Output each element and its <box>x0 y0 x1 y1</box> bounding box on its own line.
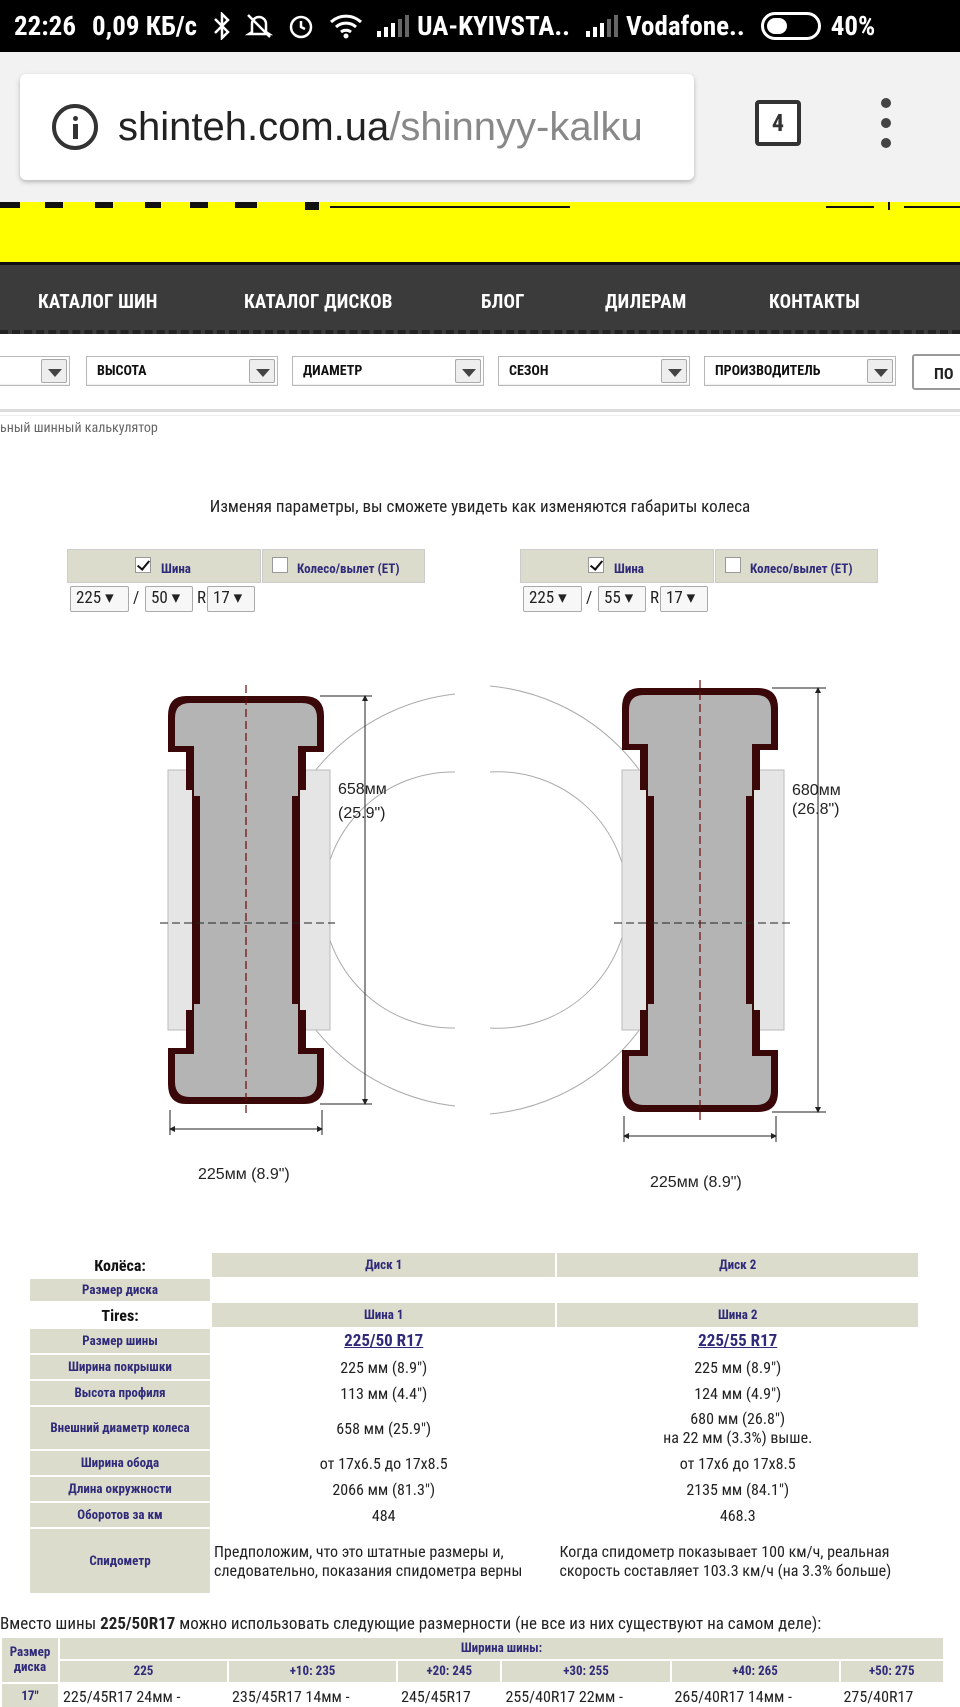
rim-width-label: Ширина обода <box>30 1451 210 1475</box>
signal-icon <box>377 15 409 37</box>
right-diameter-in: (26.8") <box>792 801 840 818</box>
disk1-header: Диск 1 <box>212 1253 555 1277</box>
bluetooth-icon <box>213 12 231 40</box>
alt-col-255: +30: 255 <box>502 1661 669 1682</box>
signal-icon-2 <box>586 15 618 37</box>
tire-profile-diagrams <box>0 670 960 1210</box>
speedometer-label: Спидометр <box>30 1529 210 1593</box>
profile-height-label: Высота профиля <box>30 1381 210 1405</box>
tire1-outer: 658 мм (25.9") <box>336 1418 432 1438</box>
alternatives-tire: 225/50R17 <box>100 1614 176 1634</box>
right-diameter-mm: 680мм <box>792 782 841 799</box>
url-domain: shinteh.com.ua <box>118 104 390 149</box>
left-wheel-tab[interactable] <box>262 549 425 583</box>
right-profile-select[interactable]: 55 ▾ <box>598 586 646 612</box>
right-tire-shape <box>614 680 790 1120</box>
carrier-1: UA-KYIVSTA.. <box>417 10 571 42</box>
divider <box>0 415 960 416</box>
nav-disk-catalog[interactable]: КАТАЛОГ ДИСКОВ <box>244 290 393 313</box>
nav-blog[interactable]: БЛОГ <box>481 290 525 313</box>
alternatives-intro <box>0 1614 821 1634</box>
header-cutoff-graphics <box>0 202 960 262</box>
disk2-size <box>557 1279 918 1301</box>
tire2-circ: 2135 мм (84.1") <box>686 1479 790 1499</box>
alternatives-prefix: Вместо шины <box>0 1614 101 1634</box>
revs-per-km-label: Оборотов за км <box>30 1503 210 1527</box>
address-bar[interactable] <box>20 74 694 180</box>
tire-filter-bar <box>0 334 960 412</box>
r-separator: R <box>197 588 207 608</box>
tire-size-label: Размер шины <box>30 1329 210 1353</box>
tire2-revs: 468.3 <box>719 1505 756 1525</box>
alternatives-table <box>0 1636 945 1707</box>
manufacturer-select[interactable] <box>704 356 896 386</box>
tire1-circ: 2066 мм (81.3") <box>332 1479 436 1499</box>
chevron-down-icon <box>41 359 67 383</box>
manufacturer-select-label: ПРОИЗВОДИТЕЛЬ <box>715 363 821 379</box>
tab-switcher-button[interactable]: 4 <box>755 100 801 146</box>
tire1-speedo: Предположим, что это штатные размеры и, следовательно, показания спидометра верны <box>214 1542 523 1580</box>
disk-size-label: Размер диска <box>30 1279 210 1301</box>
status-bar <box>0 0 960 52</box>
right-width-select[interactable]: 225 ▾ <box>523 586 582 612</box>
overflow-menu-icon[interactable] <box>876 98 896 148</box>
alt-cell-265[interactable]: 265/40R17 14мм - <box>672 1684 839 1707</box>
slash-separator: / <box>133 588 140 608</box>
alt-col-225: 225 <box>60 1661 227 1682</box>
left-width-select[interactable]: 225 ▾ <box>70 586 129 612</box>
right-tire-label: Шина <box>614 562 644 577</box>
alt-col-245: +20: 245 <box>398 1661 500 1682</box>
tire2-header: Шина 2 <box>557 1303 918 1327</box>
tread-width-label: Ширина покрышки <box>30 1355 210 1379</box>
season-select-label: СЕЗОН <box>509 363 549 379</box>
left-profile-select[interactable]: 50 ▾ <box>145 586 193 612</box>
left-wheel-checkbox[interactable] <box>272 557 288 573</box>
wifi-icon <box>329 13 363 39</box>
left-diameter-mm: 658мм <box>338 781 387 798</box>
alt-cell-255[interactable]: 255/40R17 22мм - <box>502 1684 669 1707</box>
alt-disk-size-header: Размер диска <box>2 1638 58 1682</box>
tire1-rim: от 17х6.5 до 17х8.5 <box>319 1453 448 1473</box>
right-wheel-label: Колесо/вылет (ET) <box>750 562 853 577</box>
muted-bell-icon <box>245 12 273 40</box>
left-diameter-in: (25.9") <box>338 805 386 822</box>
alt-col-275: +50: 275 <box>841 1661 943 1682</box>
right-tire-checkbox[interactable] <box>588 557 604 573</box>
alarm-icon <box>287 12 315 40</box>
tire1-revs: 484 <box>371 1505 396 1525</box>
alternatives-suffix: можно использовать следующие размерности (не все из них существуют на самом деле): <box>175 1614 822 1634</box>
diameter-select[interactable] <box>292 356 484 386</box>
circumference-label: Длина окружности <box>30 1477 210 1501</box>
alt-tire-width-header: Ширина шины: <box>60 1638 943 1659</box>
browser-toolbar <box>0 52 960 202</box>
tire2-outer <box>557 1407 918 1449</box>
tire2-width: 225 мм (8.9") <box>694 1357 782 1377</box>
chevron-down-icon <box>867 359 893 383</box>
battery-icon <box>761 12 821 40</box>
right-wheel-tab[interactable] <box>715 549 878 583</box>
carrier-2: Vodafone.. <box>626 10 745 42</box>
breadcrumb[interactable]: ьный шинный калькулятор <box>0 420 158 436</box>
r-separator: R <box>650 588 660 608</box>
main-nav <box>0 262 960 334</box>
left-tire-tab[interactable] <box>67 549 261 583</box>
height-select-label: ВЫСОТА <box>97 363 147 379</box>
search-button[interactable]: ПО <box>912 354 960 390</box>
right-rim-select[interactable]: 17 ▾ <box>660 586 708 612</box>
outer-diameter-label: Внешний диаметр колеса <box>30 1407 210 1449</box>
left-tire-checkbox[interactable] <box>135 557 151 573</box>
left-width-dim: 225мм (8.9") <box>198 1166 290 1183</box>
nav-tire-catalog[interactable]: КАТАЛОГ ШИН <box>38 290 158 313</box>
left-wheel-label: Колесо/вылет (ET) <box>297 562 400 577</box>
diameter-select-label: ДИАМЕТР <box>303 363 363 379</box>
left-tire-shape <box>160 685 335 1115</box>
tire2-outer-value: 680 мм (26.8") <box>690 1409 786 1428</box>
width-select[interactable] <box>0 356 70 386</box>
comparison-table <box>28 1251 920 1595</box>
nav-dealers[interactable]: ДИЛЕРАМ <box>605 290 687 313</box>
tire1-width: 225 мм (8.9") <box>340 1357 428 1377</box>
battery-level: 40% <box>830 10 876 42</box>
tire1-profile: 113 мм (4.4") <box>340 1383 428 1403</box>
height-select[interactable] <box>86 356 278 386</box>
tire2-outer-diff: на 22 мм (3.3%) выше. <box>663 1428 813 1447</box>
alt-row-17: 17" <box>2 1684 58 1707</box>
disk1-size <box>212 1279 555 1301</box>
url-text[interactable] <box>118 105 643 150</box>
tires-header: Tires: <box>101 1305 139 1325</box>
season-select[interactable] <box>498 356 690 386</box>
alt-col-235: +10: 235 <box>229 1661 396 1682</box>
url-path: /shinnyy-kalku <box>389 104 643 149</box>
disk2-header: Диск 2 <box>557 1253 918 1277</box>
alt-cell-235[interactable]: 235/45R17 14мм - <box>229 1684 396 1707</box>
site-header-banner <box>0 202 960 262</box>
right-tire-tab[interactable] <box>520 549 714 583</box>
info-icon[interactable] <box>52 104 98 150</box>
chevron-down-icon <box>455 359 481 383</box>
right-width-dim: 225мм (8.9") <box>650 1174 742 1191</box>
chevron-down-icon <box>661 359 687 383</box>
tire1-header: Шина 1 <box>212 1303 555 1327</box>
slash-separator: / <box>586 588 593 608</box>
nav-contacts[interactable]: КОНТАКТЫ <box>769 290 860 313</box>
tire2-profile: 124 мм (4.9") <box>694 1383 782 1403</box>
tire1-size-link[interactable]: 225/50 R17 <box>344 1331 424 1351</box>
alt-cell-275[interactable]: 275/40R17 <box>841 1684 943 1707</box>
alt-cell-245[interactable]: 245/45R17 <box>398 1684 500 1707</box>
tire2-rim: от 17х6 до 17х8.5 <box>679 1453 796 1473</box>
left-rim-select[interactable]: 17 ▾ <box>207 586 255 612</box>
alt-col-265: +40: 265 <box>672 1661 839 1682</box>
tire2-speedo: Когда спидометр показывает 100 км/ч, реальная скорость составляет 103.3 км/ч (на 3.3% больше) <box>559 1542 892 1580</box>
status-time: 22:26 <box>14 10 76 42</box>
right-wheel-checkbox[interactable] <box>725 557 741 573</box>
right-wheel-arc-inner <box>490 772 628 1028</box>
wheels-header: Колёса: <box>94 1255 146 1275</box>
status-speed: 0,09 КБ/с <box>91 10 198 42</box>
chevron-down-icon <box>249 359 275 383</box>
alt-cell-225[interactable]: 225/45R17 24мм - <box>60 1684 227 1707</box>
tire2-size-link[interactable]: 225/55 R17 <box>698 1331 778 1351</box>
left-tire-label: Шина <box>161 562 191 577</box>
calculator-intro: Изменяя параметры, вы сможете увидеть как изменяются габариты колеса <box>209 497 751 517</box>
